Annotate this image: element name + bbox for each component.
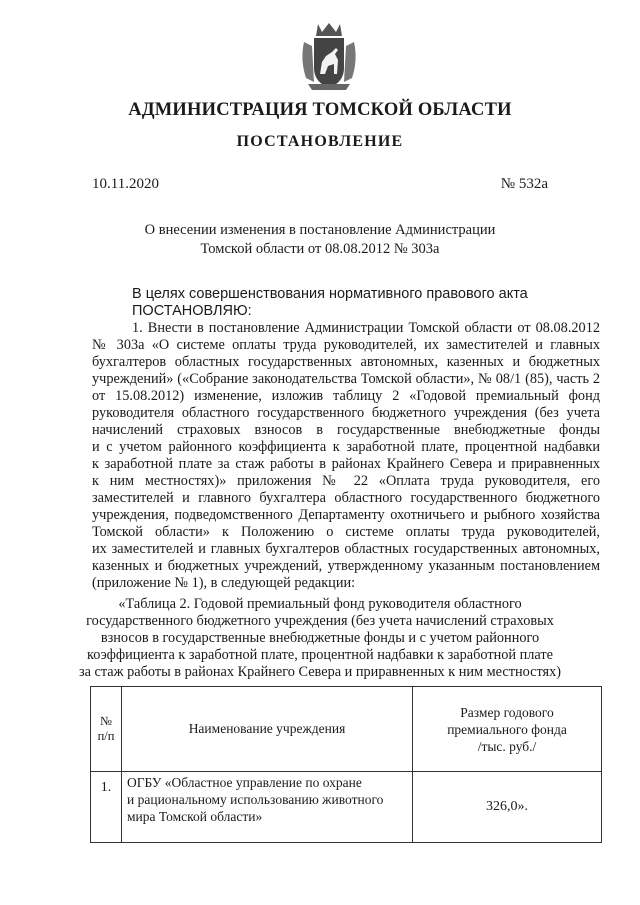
- table-caption-line: государственного бюджетного учреждения (без учета начислений страховых: [86, 613, 554, 629]
- header-fund-size: [413, 687, 602, 772]
- body-line: их заместителей и главных бухгалтеров областных государственных автономных,: [92, 541, 600, 557]
- header-number: [91, 687, 122, 772]
- row-name-line: ОГБУ «Областное управление по охране: [127, 775, 362, 790]
- tomsk-coat-of-arms-icon: [298, 20, 360, 94]
- row-fund-size: 326,0».: [413, 772, 602, 843]
- premium-fund-table: [90, 686, 602, 843]
- body-line: и с учетом районного коэффициента к заработной плате, процентной надбавки: [92, 439, 600, 455]
- document-date: 10.11.2020: [92, 176, 159, 192]
- organization-title: АДМИНИСТРАЦИЯ ТОМСКОЙ ОБЛАСТИ: [128, 100, 512, 120]
- body-line: (приложение № 1), в следующей редакции:: [92, 575, 356, 591]
- subject-line: Томской области от 08.08.2012 № 303а: [200, 241, 440, 257]
- body-line: начислений страховых взносов в государственные внебюджетные фонды: [92, 422, 600, 438]
- body-line: учреждения, подведомственного Департаменту охотничьего и рыбного хозяйства: [92, 507, 600, 523]
- preamble-decree: ПОСТАНОВЛЯЮ:: [132, 303, 252, 319]
- body-line: к заработной плате за стаж работы в районах Крайнего Севера и приравненных: [92, 456, 600, 472]
- header-number-symbol: №: [100, 714, 112, 728]
- header-number-abbr: п/п: [97, 729, 115, 743]
- row-institution-name: [122, 772, 413, 843]
- body-line: 1. Внести в постановление Администрации Томской области от 08.08.2012: [132, 320, 600, 336]
- body-line: руководителя областного государственного бюджетного учреждения (без учета: [92, 405, 600, 421]
- body-line: от 15.08.2012) изменение, изложив таблицу 2 «Годовой премиальный фонд: [92, 388, 600, 404]
- header-institution-name: Наименование учреждения: [122, 687, 413, 772]
- header-fund-size-line: премиального фонда: [447, 721, 567, 737]
- body-line: учреждений» («Собрание законодательства Томской области», № 08/1 (85), часть 2: [92, 371, 600, 387]
- table-row: [91, 772, 602, 843]
- document-number: № 532а: [500, 176, 548, 192]
- table-caption-line: коэффициента к заработной плате, процентной надбавки к заработной плате: [87, 647, 553, 663]
- body-line: Томской области» к Положению о системе оплаты труда руководителей,: [92, 524, 600, 540]
- document-type: ПОСТАНОВЛЕНИЕ: [236, 133, 404, 150]
- row-name-line: и рациональному использованию животного: [127, 792, 384, 807]
- header-fund-size-unit: /тыс. руб./: [477, 738, 537, 754]
- row-name-line: мира Томской области»: [127, 809, 263, 824]
- body-line: заместителей и главного бухгалтера областного государственного бюджетного: [92, 490, 600, 506]
- subject-line: О внесении изменения в постановление Администрации: [144, 222, 496, 238]
- table-header-row: [91, 687, 602, 772]
- body-line: к ним местностях)» приложения № 22 «Оплата труда руководителя, его: [92, 473, 600, 489]
- row-number: 1.: [91, 772, 122, 843]
- table-caption-line: «Таблица 2. Годовой премиальный фонд руководителя областного: [118, 596, 522, 612]
- body-line: казенных и бюджетных учреждений, утвержденному указанным постановлением: [92, 558, 600, 574]
- document-subject: [0, 221, 640, 259]
- preamble-line: В целях совершенствования нормативного правового акта: [132, 286, 528, 302]
- header-fund-size-line: Размер годового: [460, 704, 554, 720]
- table-caption-line: за стаж работы в районах Крайнего Севера и приравненных к ним местностях): [78, 664, 562, 680]
- table-caption-line: взносов в государственные внебюджетные фонды и с учетом районного: [100, 630, 540, 646]
- body-line: бухгалтеров областных государственных автономных, казенных и бюджетных: [92, 354, 600, 370]
- body-line: № 303а «О системе оплаты труда руководителей, их заместителей и главных: [92, 337, 600, 353]
